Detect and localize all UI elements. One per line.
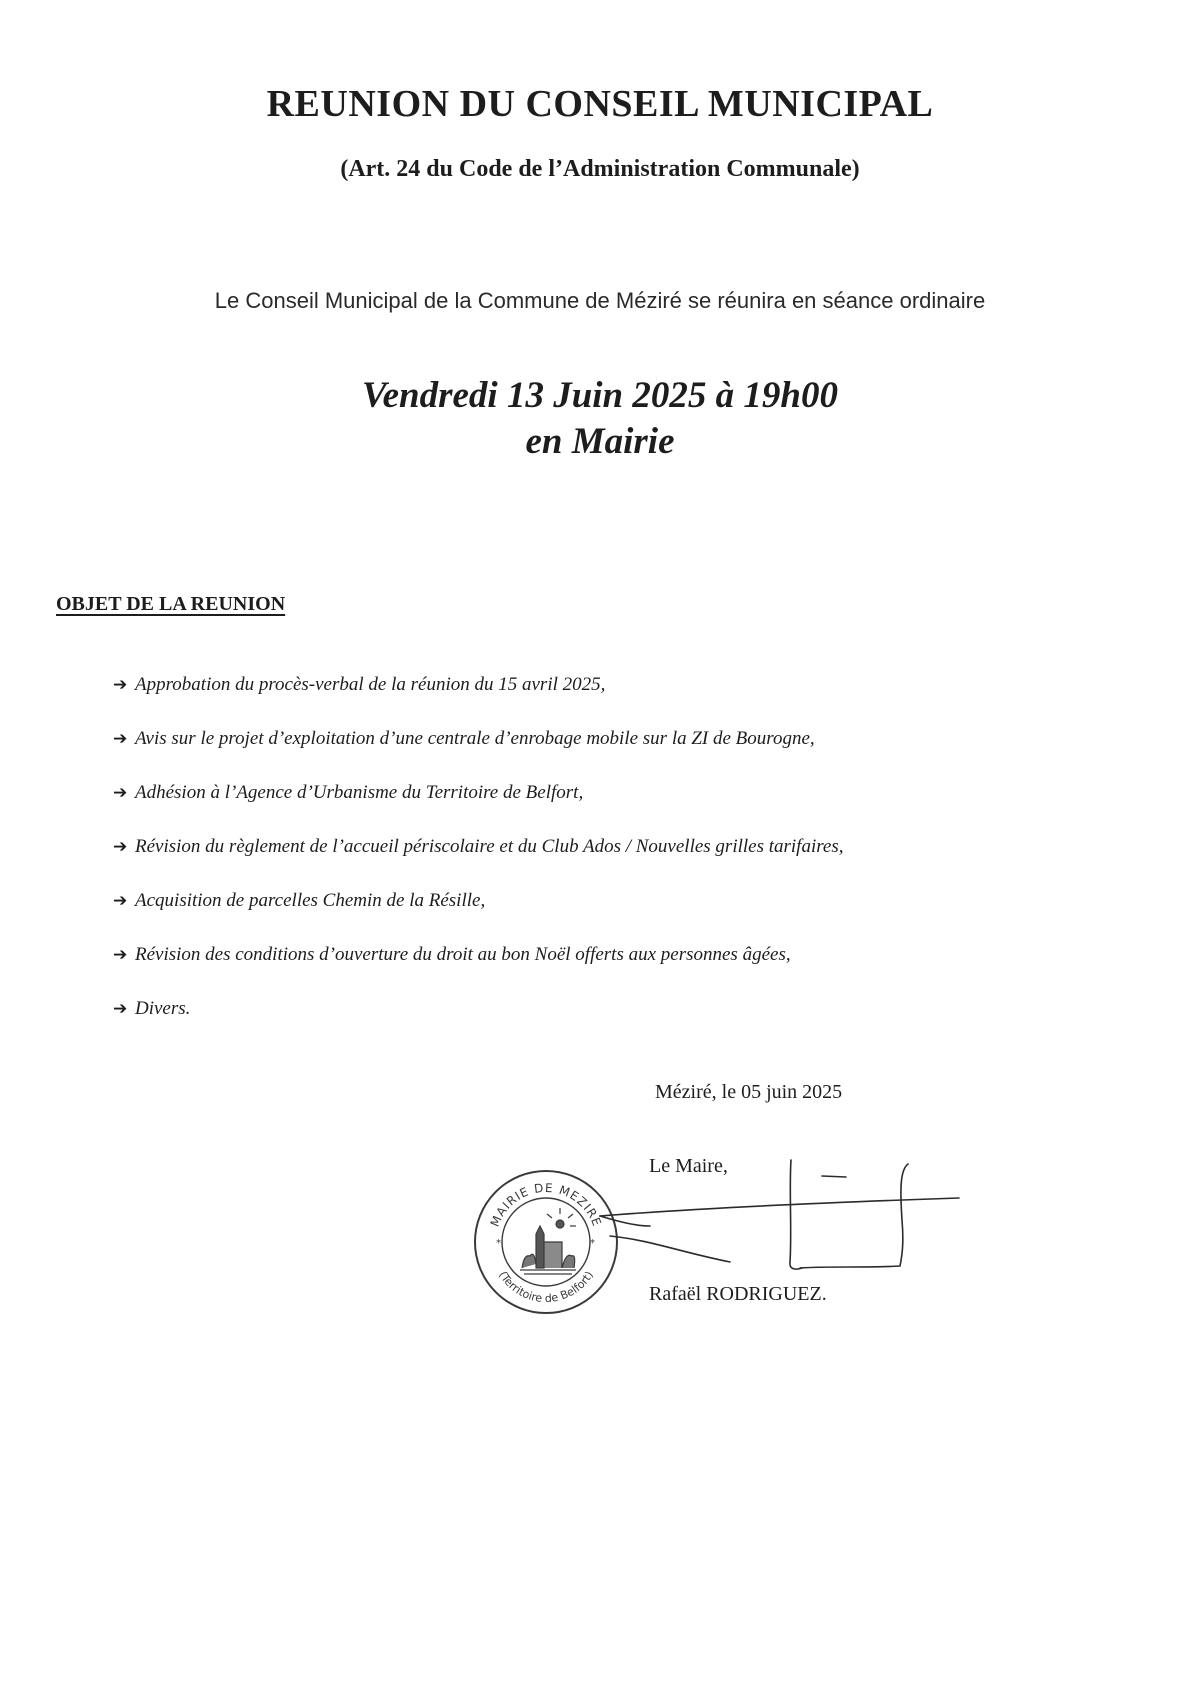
stamp-bottom-text: (Territoire de Belfort)	[496, 1268, 596, 1306]
agenda-item	[113, 944, 844, 998]
place-and-date: Méziré, le 05 juin 2025	[655, 1081, 843, 1103]
right-arrow-icon: ➔	[113, 999, 128, 1019]
right-arrow-icon: ➔	[113, 945, 128, 965]
right-arrow-icon: ➔	[113, 675, 128, 695]
agenda-item	[113, 890, 844, 944]
agenda-item	[113, 782, 844, 836]
stamp-top-text: MAIRIE DE MEZIRE	[487, 1180, 605, 1229]
meeting-date: Vendredi 13 Juin 2025 à 19h00	[362, 375, 838, 416]
intro-sentence: Le Conseil Municipal de la Commune de Méziré se réunira en séance ordinaire	[214, 288, 986, 313]
right-arrow-icon: ➔	[113, 891, 128, 911]
mayor-title: Le Maire,	[649, 1155, 728, 1177]
agenda-item-text: Révision des conditions d’ouverture du droit au bon Noël offerts aux personnes âgées,	[135, 944, 791, 965]
agenda-item-text: Divers.	[135, 998, 191, 1019]
svg-text:*: *	[590, 1238, 595, 1249]
document-subtitle: (Art. 24 du Code de l’Administration Communale)	[340, 156, 860, 182]
agenda-item-text: Approbation du procès-verbal de la réunion du 15 avril 2025,	[135, 674, 606, 695]
right-arrow-icon: ➔	[113, 837, 128, 857]
right-arrow-icon: ➔	[113, 783, 128, 803]
agenda-item-text: Avis sur le projet d’exploitation d’une centrale d’enrobage mobile sur la ZI de Bourogne,	[135, 728, 815, 749]
agenda-item-text: Révision du règlement de l’accueil périscolaire et du Club Ados / Nouvelles grilles tarifaires,	[135, 836, 844, 857]
agenda-item	[113, 836, 844, 890]
agenda-list	[113, 674, 844, 1052]
agenda-item-text: Acquisition de parcelles Chemin de la Résille,	[135, 890, 486, 911]
agenda-heading: OBJET DE LA REUNION	[56, 593, 286, 615]
document-title: REUNION DU CONSEIL MUNICIPAL	[266, 83, 934, 125]
mayor-name: Rafaël RODRIGUEZ.	[649, 1283, 827, 1305]
agenda-item	[113, 674, 844, 728]
right-arrow-icon: ➔	[113, 729, 128, 749]
svg-text:*: *	[496, 1238, 501, 1249]
agenda-item	[113, 998, 844, 1052]
agenda-item-text: Adhésion à l’Agence d’Urbanisme du Territoire de Belfort,	[135, 782, 584, 803]
meeting-place: en Mairie	[525, 421, 675, 462]
agenda-item	[113, 728, 844, 782]
mayor-signature	[540, 1150, 980, 1290]
